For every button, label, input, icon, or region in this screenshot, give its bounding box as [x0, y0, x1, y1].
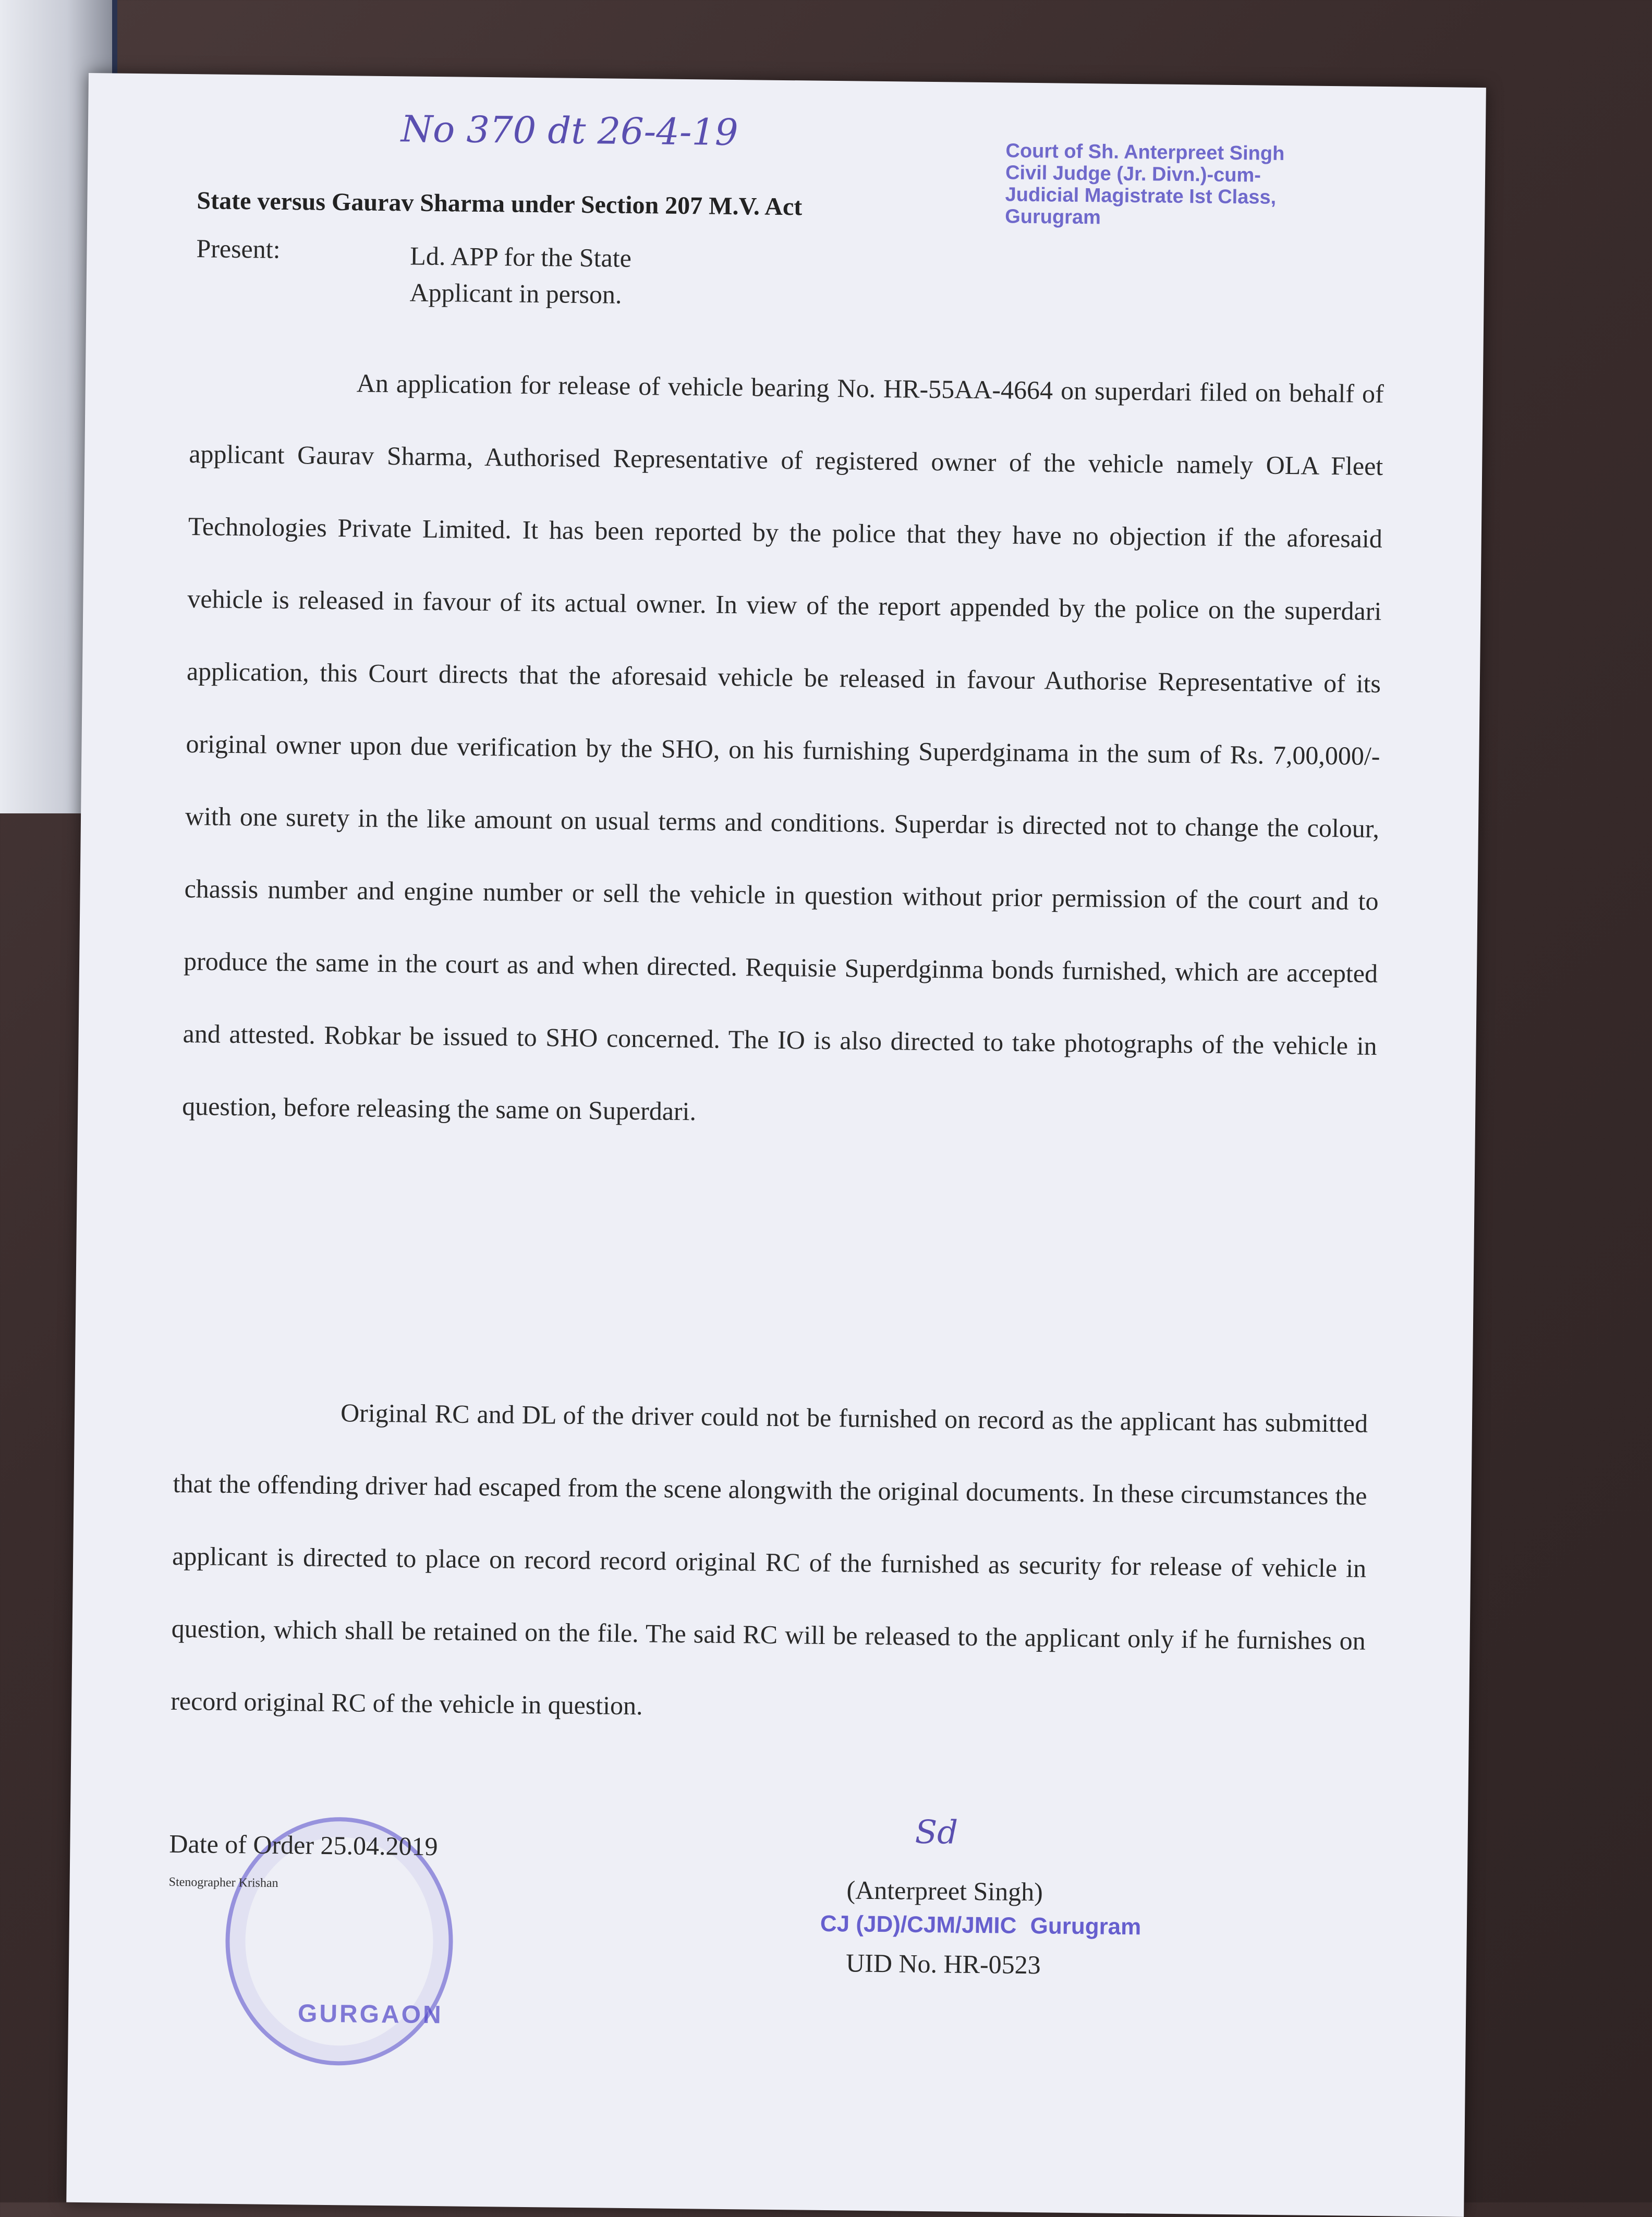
signature: Sd — [915, 1812, 958, 1851]
date-of-order: Date of Order 25.04.2019 — [169, 1829, 438, 1861]
order-paragraph-2 — [171, 1375, 1368, 1750]
court-stamp-line: Civil Judge (Jr. Divn.)-cum- — [1005, 162, 1261, 187]
case-heading: State versus Gaurav Sharma under Section 207 M.V. Act — [197, 187, 803, 221]
court-stamp-line: Gurugram — [1004, 205, 1101, 229]
court-stamp-line: Court of Sh. Anterpreet Singh — [1005, 140, 1285, 165]
court-stamp-line: Judicial Magistrate Ist Class, — [1005, 184, 1277, 209]
judge-designation-stamp — [820, 1911, 1141, 1940]
judge-stamp-place: Gurugram — [1030, 1913, 1141, 1940]
present-line: Ld. APP for the State — [410, 241, 632, 273]
judge-designation: CJ (JD)/CJM/JMIC — [820, 1910, 1017, 1939]
judge-uid: UID No. HR-0523 — [845, 1948, 1041, 1980]
court-stamp — [1005, 140, 1285, 230]
present-line: Applicant in person. — [409, 277, 622, 309]
court-order-page — [66, 73, 1486, 2217]
stenographer-note: Stenographer Krishan — [168, 1875, 278, 1890]
present-label: Present: — [196, 234, 281, 264]
paragraph-text: An application for release of vehicle bearing No. HR-55AA-4664 on superdari filed on behalf of applicant Gaurav Sharma, Authorised Representative of registered owner of the vehicle namely OLA Fleet Technologies Private Limited. It has been reported by the police that they have no objection if the aforesaid vehicle is released in favour of its actual owner. In view of the report appended by the police on the superdari application, this Court directs that the aforesaid vehicle be released in favour Authorise Representative of its original owner upon due verification by the SHO, on his furnishing Superdginama in the sum of Rs. 7,00,000/- with one surety in the like amount on usual terms and conditions. Superdar is directed not to change the colour, chassis number and engine number or sell the vehicle in question without prior permission of the court and to produce the same in the court as and when directed. Requisie Superdginma bonds furnished, which are accepted and attested. Robkar be issued to SHO concerned. The IO is also directed to take photographs of the vehicle in question, before releasing the same on Superdari. — [181, 368, 1384, 1126]
paragraph-text: Original RC and DL of the driver could not be furnished on record as the applicant has submitted that the offending driver had escaped from the scene alongwith the original documents. In these circumstances the applicant is directed to place on record record original RC of the furnished as security for release of vehicle in question, which shall be retained on the file. The said RC will be released to the applicant only if he furnishes on record original RC of the vehicle in question. — [171, 1398, 1368, 1721]
seal-text: GURGAON — [297, 2000, 443, 2029]
judge-name: (Anterpreet Singh) — [846, 1875, 1043, 1907]
handwritten-reference: No 370 dt 26-4-19 — [400, 107, 738, 154]
order-paragraph-1 — [182, 345, 1384, 1155]
